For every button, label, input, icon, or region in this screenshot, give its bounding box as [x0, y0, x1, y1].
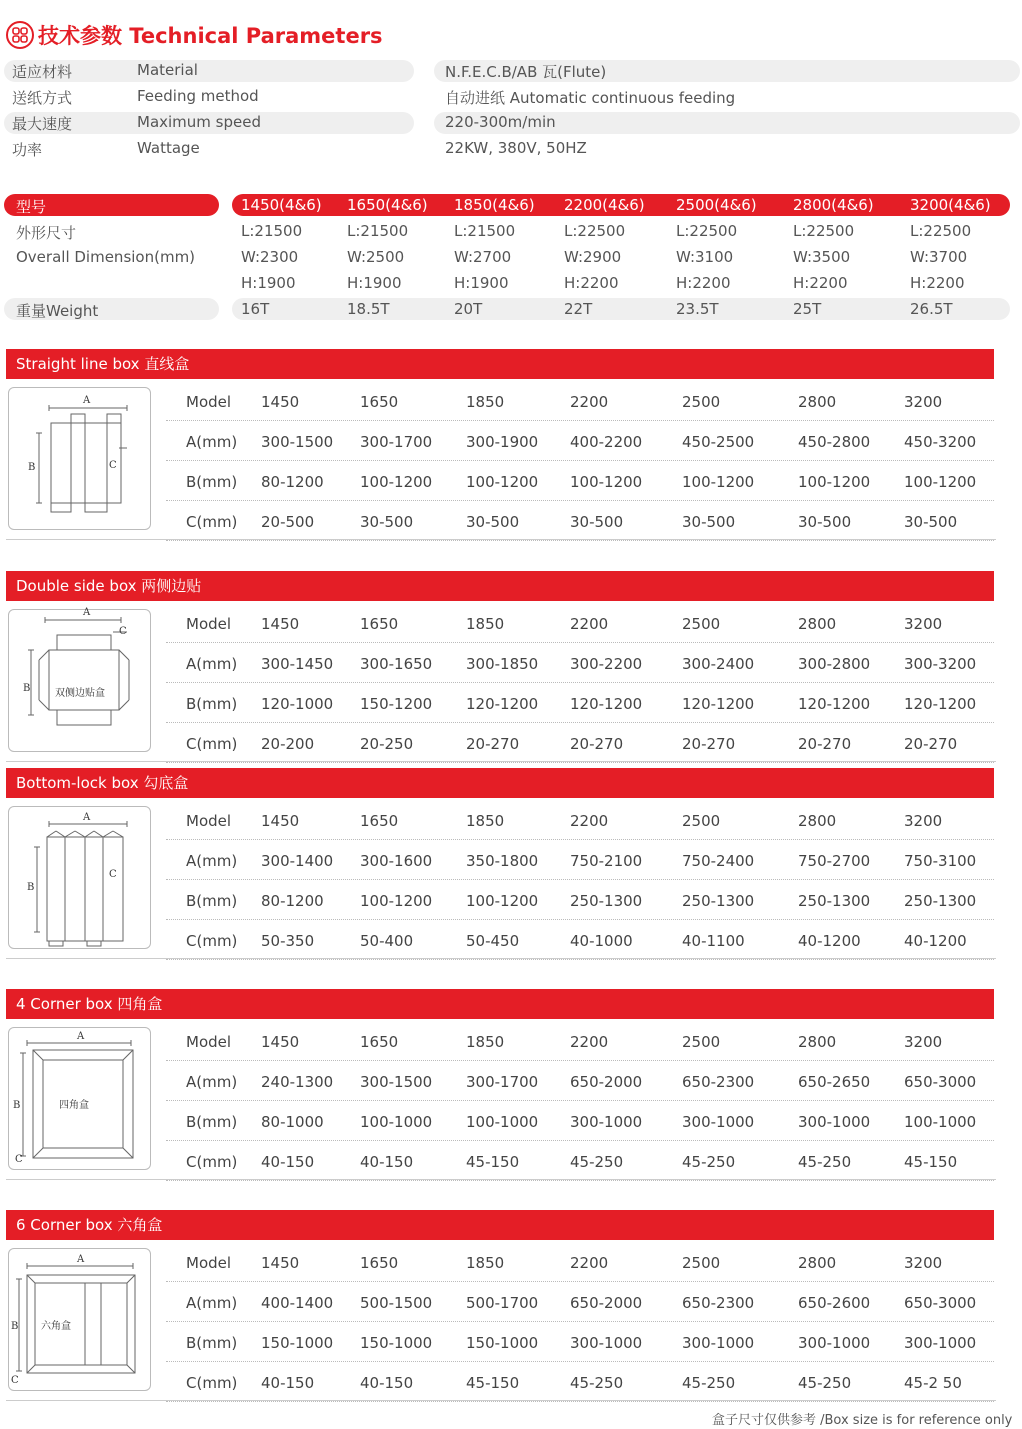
table-cell: 45-150 [904, 1153, 958, 1171]
table-cell: 300-2400 [682, 655, 755, 673]
table-cell: 300-1500 [360, 1073, 433, 1091]
table-cell: 100-1200 [904, 473, 977, 491]
model-cell: 25T [793, 300, 822, 318]
table-cell: 400-1400 [261, 1294, 334, 1312]
table-cell: 2800 [798, 393, 837, 411]
table-cell: 3200 [904, 615, 943, 633]
table-row [166, 381, 994, 421]
row-label: C(mm) [186, 513, 238, 531]
table-cell: 1450 [261, 615, 300, 633]
diagram-label: A [83, 812, 91, 823]
section-title: Double side box 两侧边贴 [6, 571, 994, 601]
table-cell: 45-250 [798, 1153, 852, 1171]
table-cell: 120-1200 [904, 695, 977, 713]
box-diagram [8, 806, 151, 949]
table-cell: 100-1200 [360, 892, 433, 910]
section-divider [6, 1400, 996, 1401]
table-cell: 80-1000 [261, 1113, 324, 1131]
param-value: 22KW, 380V, 50HZ [445, 139, 587, 157]
model-cell: H:2200 [910, 274, 965, 292]
table-row [166, 1021, 994, 1061]
table-cell: 100-1000 [466, 1113, 539, 1131]
box-diagram [8, 609, 151, 752]
table-cell: 2200 [570, 812, 609, 830]
row-label: B(mm) [186, 1334, 238, 1352]
param-label-cn: 最大速度 [12, 115, 73, 133]
table-cell: 2800 [798, 1254, 837, 1272]
table-cell: 1450 [261, 393, 300, 411]
table-cell: 50-350 [261, 932, 315, 950]
table-cell: 30-500 [466, 513, 520, 531]
diagram-label: A [83, 395, 91, 406]
param-label-en: Material [137, 61, 198, 79]
table-cell: 2800 [798, 615, 837, 633]
table-cell: 650-2650 [798, 1073, 871, 1091]
table-cell: 300-1850 [466, 655, 539, 673]
table-cell: 40-1200 [798, 932, 861, 950]
table-cell: 300-1000 [798, 1334, 871, 1352]
diagram-label: 六角盒 [41, 1321, 71, 1332]
table-cell: 120-1200 [682, 695, 755, 713]
table-cell: 2200 [570, 1254, 609, 1272]
model-cell: 20T [454, 300, 483, 318]
param-label-cn: 送纸方式 [12, 89, 73, 107]
table-cell: 300-2200 [570, 655, 643, 673]
table-cell: 40-150 [360, 1153, 414, 1171]
box-diagram [8, 1248, 151, 1391]
table-cell: 3200 [904, 393, 943, 411]
model-cell: H:2200 [564, 274, 619, 292]
table-cell: 30-500 [798, 513, 852, 531]
footnote: 盒子尺寸仅供参考 /Box size is for reference only [712, 1413, 1013, 1428]
table-cell: 250-1300 [682, 892, 755, 910]
diagram-label: A [77, 1031, 85, 1042]
table-cell: 80-1200 [261, 892, 324, 910]
table-cell: 30-500 [570, 513, 624, 531]
table-cell: 300-1400 [261, 852, 334, 870]
table-row [166, 1362, 994, 1402]
table-cell: 2800 [798, 812, 837, 830]
table-cell: 300-1450 [261, 655, 334, 673]
table-cell: 30-500 [360, 513, 414, 531]
table-cell: 750-2100 [570, 852, 643, 870]
model-spec-row [4, 272, 1014, 296]
table-cell: 45-150 [466, 1153, 520, 1171]
model-cell: L:21500 [241, 222, 303, 240]
model-cell: 26.5T [910, 300, 953, 318]
table-cell: 500-1500 [360, 1294, 433, 1312]
section-divider [6, 958, 996, 959]
model-cell: 3200(4&6) [910, 196, 991, 214]
table-cell: 450-2800 [798, 433, 871, 451]
model-cell: H:2200 [793, 274, 848, 292]
table-cell: 300-1000 [798, 1113, 871, 1131]
row-label: B(mm) [186, 892, 238, 910]
table-cell: 1850 [466, 615, 505, 633]
table-cell: 150-1000 [261, 1334, 334, 1352]
diagram-label: B [13, 1100, 21, 1111]
model-cell: W:3700 [910, 248, 968, 266]
section-title: Straight line box 直线盒 [6, 349, 994, 379]
table-cell: 250-1300 [570, 892, 643, 910]
row-label: A(mm) [186, 433, 238, 451]
diagram-label: C [109, 460, 117, 471]
table-cell: 40-150 [360, 1374, 414, 1392]
table-cell: 40-1000 [570, 932, 633, 950]
page-title: 技术参数 Technical Parameters [38, 24, 383, 48]
table-cell: 3200 [904, 1033, 943, 1051]
param-row [4, 60, 1018, 82]
table-cell: 1650 [360, 393, 399, 411]
dimension-label-en: Overall Dimension(mm) [16, 248, 196, 266]
param-row [4, 86, 1018, 108]
model-cell: 2500(4&6) [676, 196, 757, 214]
model-cell: H:1900 [241, 274, 296, 292]
table-cell: 300-1000 [904, 1334, 977, 1352]
section-title: 4 Corner box 四角盒 [6, 989, 994, 1019]
table-cell: 100-1200 [466, 473, 539, 491]
row-label: C(mm) [186, 1374, 238, 1392]
table-cell: 30-500 [904, 513, 958, 531]
table-cell: 300-1650 [360, 655, 433, 673]
model-cell: H:1900 [347, 274, 402, 292]
table-cell: 300-1700 [466, 1073, 539, 1091]
table-cell: 20-270 [570, 735, 624, 753]
model-cell: H:2200 [676, 274, 731, 292]
table-cell: 300-1900 [466, 433, 539, 451]
table-row [166, 1141, 994, 1181]
model-cell: L:21500 [347, 222, 409, 240]
row-label: B(mm) [186, 1113, 238, 1131]
table-cell: 120-1200 [570, 695, 643, 713]
table-cell: 2500 [682, 615, 721, 633]
table-cell: 20-250 [360, 735, 414, 753]
model-cell: W:2300 [241, 248, 299, 266]
diagram-label: 四角盒 [59, 1100, 89, 1111]
table-row [166, 501, 994, 541]
model-cell: 18.5T [347, 300, 390, 318]
table-cell: 300-1500 [261, 433, 334, 451]
row-label: A(mm) [186, 1073, 238, 1091]
section-divider [6, 1179, 996, 1180]
table-cell: 20-270 [682, 735, 736, 753]
table-cell: 45-2 50 [904, 1374, 962, 1392]
table-cell: 150-1000 [360, 1334, 433, 1352]
row-label: Model [186, 1033, 232, 1051]
diagram-label: A [77, 1254, 85, 1265]
table-row [166, 421, 994, 461]
model-cell: 22T [564, 300, 593, 318]
table-cell: 1850 [466, 1254, 505, 1272]
diagram-label: B [28, 462, 36, 473]
table-cell: 120-1000 [261, 695, 334, 713]
param-row [4, 112, 1018, 134]
row-label: B(mm) [186, 695, 238, 713]
table-cell: 45-250 [570, 1153, 624, 1171]
diagram-label: 双侧边贴盒 [55, 688, 105, 699]
table-cell: 45-250 [682, 1374, 736, 1392]
table-cell: 45-150 [466, 1374, 520, 1392]
table-row [166, 461, 994, 501]
model-cell: 1850(4&6) [454, 196, 535, 214]
table-row [166, 643, 994, 683]
table-cell: 650-2600 [798, 1294, 871, 1312]
table-row [166, 683, 994, 723]
model-label: 型号 [16, 198, 47, 216]
table-cell: 1450 [261, 812, 300, 830]
table-cell: 2500 [682, 1033, 721, 1051]
table-cell: 100-1200 [360, 473, 433, 491]
table-cell: 150-1000 [466, 1334, 539, 1352]
table-cell: 20-270 [466, 735, 520, 753]
row-label: C(mm) [186, 932, 238, 950]
table-cell: 750-2400 [682, 852, 755, 870]
table-cell: 45-250 [682, 1153, 736, 1171]
row-label: A(mm) [186, 655, 238, 673]
model-cell: W:3100 [676, 248, 734, 266]
table-cell: 2200 [570, 1033, 609, 1051]
table-cell: 650-2000 [570, 1294, 643, 1312]
table-cell: 2500 [682, 393, 721, 411]
model-cell: 1650(4&6) [347, 196, 428, 214]
diagram-label: C [15, 1154, 23, 1165]
model-cell: L:22500 [910, 222, 972, 240]
table-cell: 120-1200 [466, 695, 539, 713]
table-cell: 100-1000 [360, 1113, 433, 1131]
grid-icon [6, 21, 34, 49]
diagram-label: C [119, 626, 127, 637]
table-row [166, 1101, 994, 1141]
row-label: A(mm) [186, 1294, 238, 1312]
box-section [6, 768, 996, 960]
page-header [6, 20, 383, 50]
table-cell: 100-1200 [466, 892, 539, 910]
table-cell: 650-2300 [682, 1073, 755, 1091]
param-label-en: Feeding method [137, 87, 259, 105]
table-cell: 450-3200 [904, 433, 977, 451]
bottom-lock-box-diagram [9, 807, 150, 948]
table-cell: 1450 [261, 1254, 300, 1272]
table-cell: 240-1300 [261, 1073, 334, 1091]
table-cell: 300-1600 [360, 852, 433, 870]
table-cell: 3200 [904, 1254, 943, 1272]
table-cell: 40-150 [261, 1374, 315, 1392]
table-cell: 1650 [360, 812, 399, 830]
table-cell: 2200 [570, 393, 609, 411]
table-cell: 300-1000 [570, 1113, 643, 1131]
model-cell: 2200(4&6) [564, 196, 645, 214]
table-cell: 20-200 [261, 735, 315, 753]
model-cell: 23.5T [676, 300, 719, 318]
table-cell: 350-1800 [466, 852, 539, 870]
box-section [6, 349, 996, 541]
six-corner-box-diagram [9, 1249, 150, 1390]
table-cell: 20-500 [261, 513, 315, 531]
row-label: C(mm) [186, 735, 238, 753]
section-divider [6, 539, 996, 540]
table-row [166, 1242, 994, 1282]
model-cell: H:1900 [454, 274, 509, 292]
table-cell: 300-1700 [360, 433, 433, 451]
diagram-label: C [11, 1375, 19, 1386]
row-label: Model [186, 812, 232, 830]
table-cell: 120-1200 [798, 695, 871, 713]
table-row [166, 880, 994, 920]
table-row [166, 1322, 994, 1362]
table-cell: 300-2800 [798, 655, 871, 673]
param-value: 220-300m/min [445, 113, 556, 131]
table-cell: 1850 [466, 1033, 505, 1051]
table-cell: 2500 [682, 1254, 721, 1272]
table-cell: 650-2300 [682, 1294, 755, 1312]
straight-line-box-diagram [9, 388, 150, 529]
param-label-en: Maximum speed [137, 113, 261, 131]
table-row [166, 920, 994, 960]
table-cell: 1850 [466, 812, 505, 830]
table-cell: 20-270 [904, 735, 958, 753]
table-cell: 650-3000 [904, 1294, 977, 1312]
diagram-label: B [23, 683, 31, 694]
table-cell: 20-270 [798, 735, 852, 753]
model-cell: W:2900 [564, 248, 622, 266]
table-cell: 100-1200 [682, 473, 755, 491]
model-cell: L:22500 [676, 222, 738, 240]
table-cell: 100-1000 [904, 1113, 977, 1131]
table-cell: 300-1000 [682, 1334, 755, 1352]
table-row [166, 1282, 994, 1322]
weight-label: 重量Weight [16, 302, 99, 320]
model-cell: L:21500 [454, 222, 516, 240]
table-cell: 300-1000 [570, 1334, 643, 1352]
model-cell: W:2500 [347, 248, 405, 266]
model-spec-row [4, 246, 1014, 270]
diagram-label: B [11, 1321, 19, 1332]
table-cell: 40-1200 [904, 932, 967, 950]
table-row [166, 840, 994, 880]
model-spec-row [4, 298, 1014, 322]
model-cell: W:3500 [793, 248, 851, 266]
row-label: Model [186, 1254, 232, 1272]
table-cell: 2500 [682, 812, 721, 830]
table-cell: 45-250 [798, 1374, 852, 1392]
model-cell: L:22500 [793, 222, 855, 240]
model-spec-row [4, 194, 1014, 218]
table-cell: 1850 [466, 393, 505, 411]
table-cell: 750-3100 [904, 852, 977, 870]
param-value: 自动进纸 Automatic continuous feeding [445, 89, 736, 107]
box-section [6, 989, 996, 1181]
table-cell: 40-1100 [682, 932, 745, 950]
param-row [4, 138, 1018, 160]
table-row [166, 603, 994, 643]
table-cell: 300-3200 [904, 655, 977, 673]
diagram-label: C [109, 869, 117, 880]
table-cell: 1650 [360, 615, 399, 633]
table-cell: 80-1200 [261, 473, 324, 491]
box-section [6, 1210, 996, 1402]
param-value: N.F.E.C.B/AB 瓦(Flute) [445, 63, 607, 81]
table-cell: 400-2200 [570, 433, 643, 451]
dimension-label-cn: 外形尺寸 [16, 224, 77, 242]
table-cell: 30-500 [682, 513, 736, 531]
box-section [6, 571, 996, 763]
row-label: C(mm) [186, 1153, 238, 1171]
table-cell: 3200 [904, 812, 943, 830]
row-label: B(mm) [186, 473, 238, 491]
section-divider [6, 761, 996, 762]
double-side-box-diagram [9, 610, 150, 751]
table-cell: 650-3000 [904, 1073, 977, 1091]
model-spec-row [4, 220, 1014, 244]
model-cell: L:22500 [564, 222, 626, 240]
row-label: Model [186, 615, 232, 633]
table-cell: 50-400 [360, 932, 414, 950]
table-cell: 1650 [360, 1033, 399, 1051]
table-cell: 500-1700 [466, 1294, 539, 1312]
param-label-en: Wattage [137, 139, 200, 157]
box-diagram [8, 1027, 151, 1170]
table-cell: 2200 [570, 615, 609, 633]
table-cell: 450-2500 [682, 433, 755, 451]
table-row [166, 723, 994, 763]
table-cell: 250-1300 [798, 892, 871, 910]
table-cell: 50-450 [466, 932, 520, 950]
row-label: A(mm) [186, 852, 238, 870]
table-cell: 1450 [261, 1033, 300, 1051]
model-cell: 1450(4&6) [241, 196, 322, 214]
table-cell: 650-2000 [570, 1073, 643, 1091]
model-cell: 2800(4&6) [793, 196, 874, 214]
table-cell: 750-2700 [798, 852, 871, 870]
table-cell: 45-250 [570, 1374, 624, 1392]
table-cell: 100-1200 [798, 473, 871, 491]
section-title: Bottom-lock box 勾底盒 [6, 768, 994, 798]
table-row [166, 1061, 994, 1101]
box-diagram [8, 387, 151, 530]
diagram-label: A [83, 607, 91, 618]
table-cell: 150-1200 [360, 695, 433, 713]
table-cell: 1650 [360, 1254, 399, 1272]
row-label: Model [186, 393, 232, 411]
model-cell: 16T [241, 300, 270, 318]
diagram-label: B [27, 882, 35, 893]
table-cell: 100-1200 [570, 473, 643, 491]
param-label-cn: 功率 [12, 141, 43, 159]
table-row [166, 800, 994, 840]
table-cell: 250-1300 [904, 892, 977, 910]
model-cell: W:2700 [454, 248, 512, 266]
param-label-cn: 适应材料 [12, 63, 73, 81]
table-cell: 300-1000 [682, 1113, 755, 1131]
section-title: 6 Corner box 六角盒 [6, 1210, 994, 1240]
table-cell: 40-150 [261, 1153, 315, 1171]
table-cell: 2800 [798, 1033, 837, 1051]
